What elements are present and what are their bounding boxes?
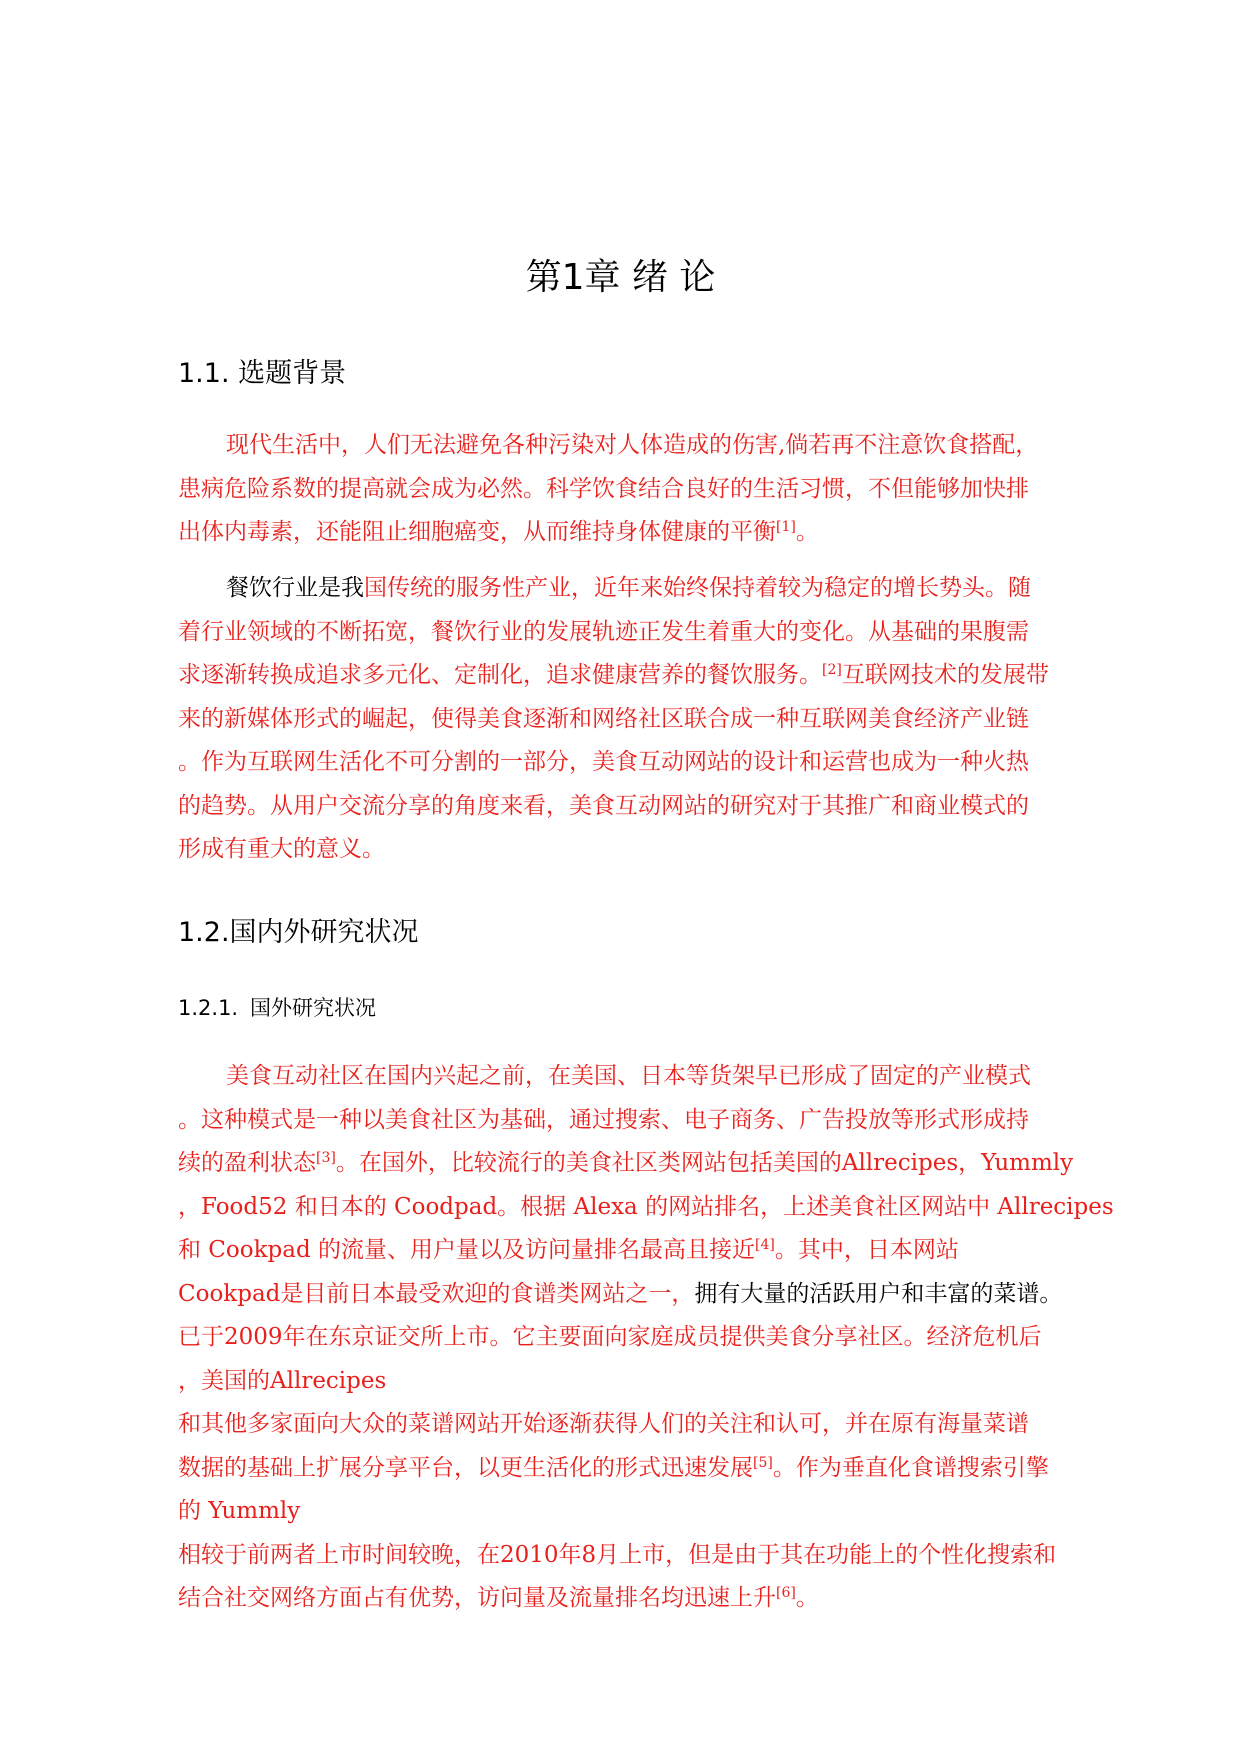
text-line: 现代生活中，人们无法避免各种污染对人体造成的伤害,倘若再不注意饮食搭配， xyxy=(226,432,1039,458)
section-heading-1-2: 1.2.国内外研究状况 xyxy=(178,917,419,948)
text-span: 结合社交网络方面占有优势，访问量及流量排名均迅速上升 xyxy=(178,1585,776,1611)
text-span: 。其中，日本网站 xyxy=(774,1237,959,1263)
text-line: 美食互动社区在国内兴起之前，在美国、日本等货架早已形成了固定的产业模式 xyxy=(226,1063,1031,1089)
text-span: 互联网技术的发展带 xyxy=(841,662,1049,688)
citation-ref: [6] xyxy=(776,1585,796,1601)
text-line xyxy=(178,1577,1124,1621)
text-line: ，美国的Allrecipes xyxy=(178,1367,387,1394)
text-line: 着行业领域的不断拓宽，餐饮行业的发展轨迹正发生着重大的变化。从基础的果腹需 xyxy=(178,618,1029,645)
text-span: 餐饮行业是我 xyxy=(226,575,364,601)
citation-ref: [2] xyxy=(822,662,842,678)
chapter-title: 第1章 绪 论 xyxy=(525,257,716,298)
text-line: 和其他多家面向大众的菜谱网站开始逐渐获得人们的关注和认可，并在原有海量菜谱 xyxy=(178,1411,1029,1437)
text-span: 。作为垂直化食谱搜索引擎 xyxy=(772,1454,1049,1481)
section-heading-1-1: 1.1. 选题背景 xyxy=(178,358,347,389)
text-line: 。这种模式是一种以美食社区为基础，通过搜索、电子商务、广告投放等形式形成持 xyxy=(178,1106,1029,1133)
text-span: 。在国外，比较流行的美食社区类网站包括美国的Allrecipes，Yummly xyxy=(335,1150,1074,1176)
text-line: 的趋势。从用户交流分享的角度来看，美食互动网站的研究对于其推广和商业模式的 xyxy=(178,792,1029,819)
text-span: 。 xyxy=(795,1585,819,1611)
subsection-heading-1-2-1 xyxy=(178,994,376,1022)
text-line xyxy=(178,1142,1124,1186)
text-span: 续的盈利状态 xyxy=(178,1150,316,1176)
text-span: 求逐渐转换成追求多元化、定制化，追求健康营养的餐饮服务。 xyxy=(178,662,822,688)
text-line xyxy=(178,1273,1124,1317)
text-line xyxy=(178,1447,1124,1491)
text-span: Cookpad是目前日本最受欢迎的食谱类网站之一， xyxy=(178,1280,695,1307)
text-span: 拥有大量的活跃用户和丰富的菜谱。 xyxy=(694,1280,1063,1307)
text-line xyxy=(178,567,1124,611)
paragraph-foreign-research xyxy=(178,1055,1124,1621)
text-span: 和 Cookpad 的流量、用户量以及访问量排名最高且接近 xyxy=(178,1237,756,1263)
subsection-number: 1.2.1. xyxy=(178,996,239,1020)
citation-ref: [5] xyxy=(753,1454,773,1471)
subsection-title: 国外研究状况 xyxy=(250,996,376,1020)
text-line: 形成有重大的意义。 xyxy=(178,836,385,862)
citation-ref: [4] xyxy=(755,1237,775,1253)
text-span: 国传统的服务性产业，近年来始终保持着较为稳定的增长势头。随 xyxy=(364,575,1031,601)
citation-ref: [3] xyxy=(316,1150,336,1166)
text-line xyxy=(178,511,1124,555)
text-span: 数据的基础上扩展分享平台，以更生活化的形式迅速发展 xyxy=(178,1454,753,1481)
text-line xyxy=(178,654,1124,698)
text-line: 相较于前两者上市时间较晚，在2010年8月上市，但是由于其在功能上的个性化搜索和 xyxy=(178,1541,1057,1568)
citation-ref: [1] xyxy=(776,519,796,535)
text-line: 来的新媒体形式的崛起，使得美食逐渐和网络社区联合成一种互联网美食经济产业链 xyxy=(178,705,1029,732)
text-span: 。 xyxy=(795,519,819,545)
text-line: 已于2009年在东京证交所上市。它主要面向家庭成员提供美食分享社区。经济危机后 xyxy=(178,1324,1042,1350)
text-span: 出体内毒素，还能阻止细胞癌变，从而维持身体健康的平衡 xyxy=(178,519,776,545)
text-line: 患病危险系数的提高就会成为必然。科学饮食结合良好的生活习惯，不但能够加快排 xyxy=(178,475,1029,502)
text-line: ，Food52 和日本的 Coodpad。根据 Alexa 的网站排名，上述美食社区网站中 Allrecipes xyxy=(178,1193,1114,1220)
text-line: 。作为互联网生活化不可分割的一部分，美食互动网站的设计和运营也成为一种火热 xyxy=(178,749,1029,775)
paragraph-background-1 xyxy=(178,424,1124,555)
paragraph-background-2 xyxy=(178,567,1124,872)
text-line: 的 Yummly xyxy=(178,1498,301,1524)
text-line xyxy=(178,1229,1124,1273)
